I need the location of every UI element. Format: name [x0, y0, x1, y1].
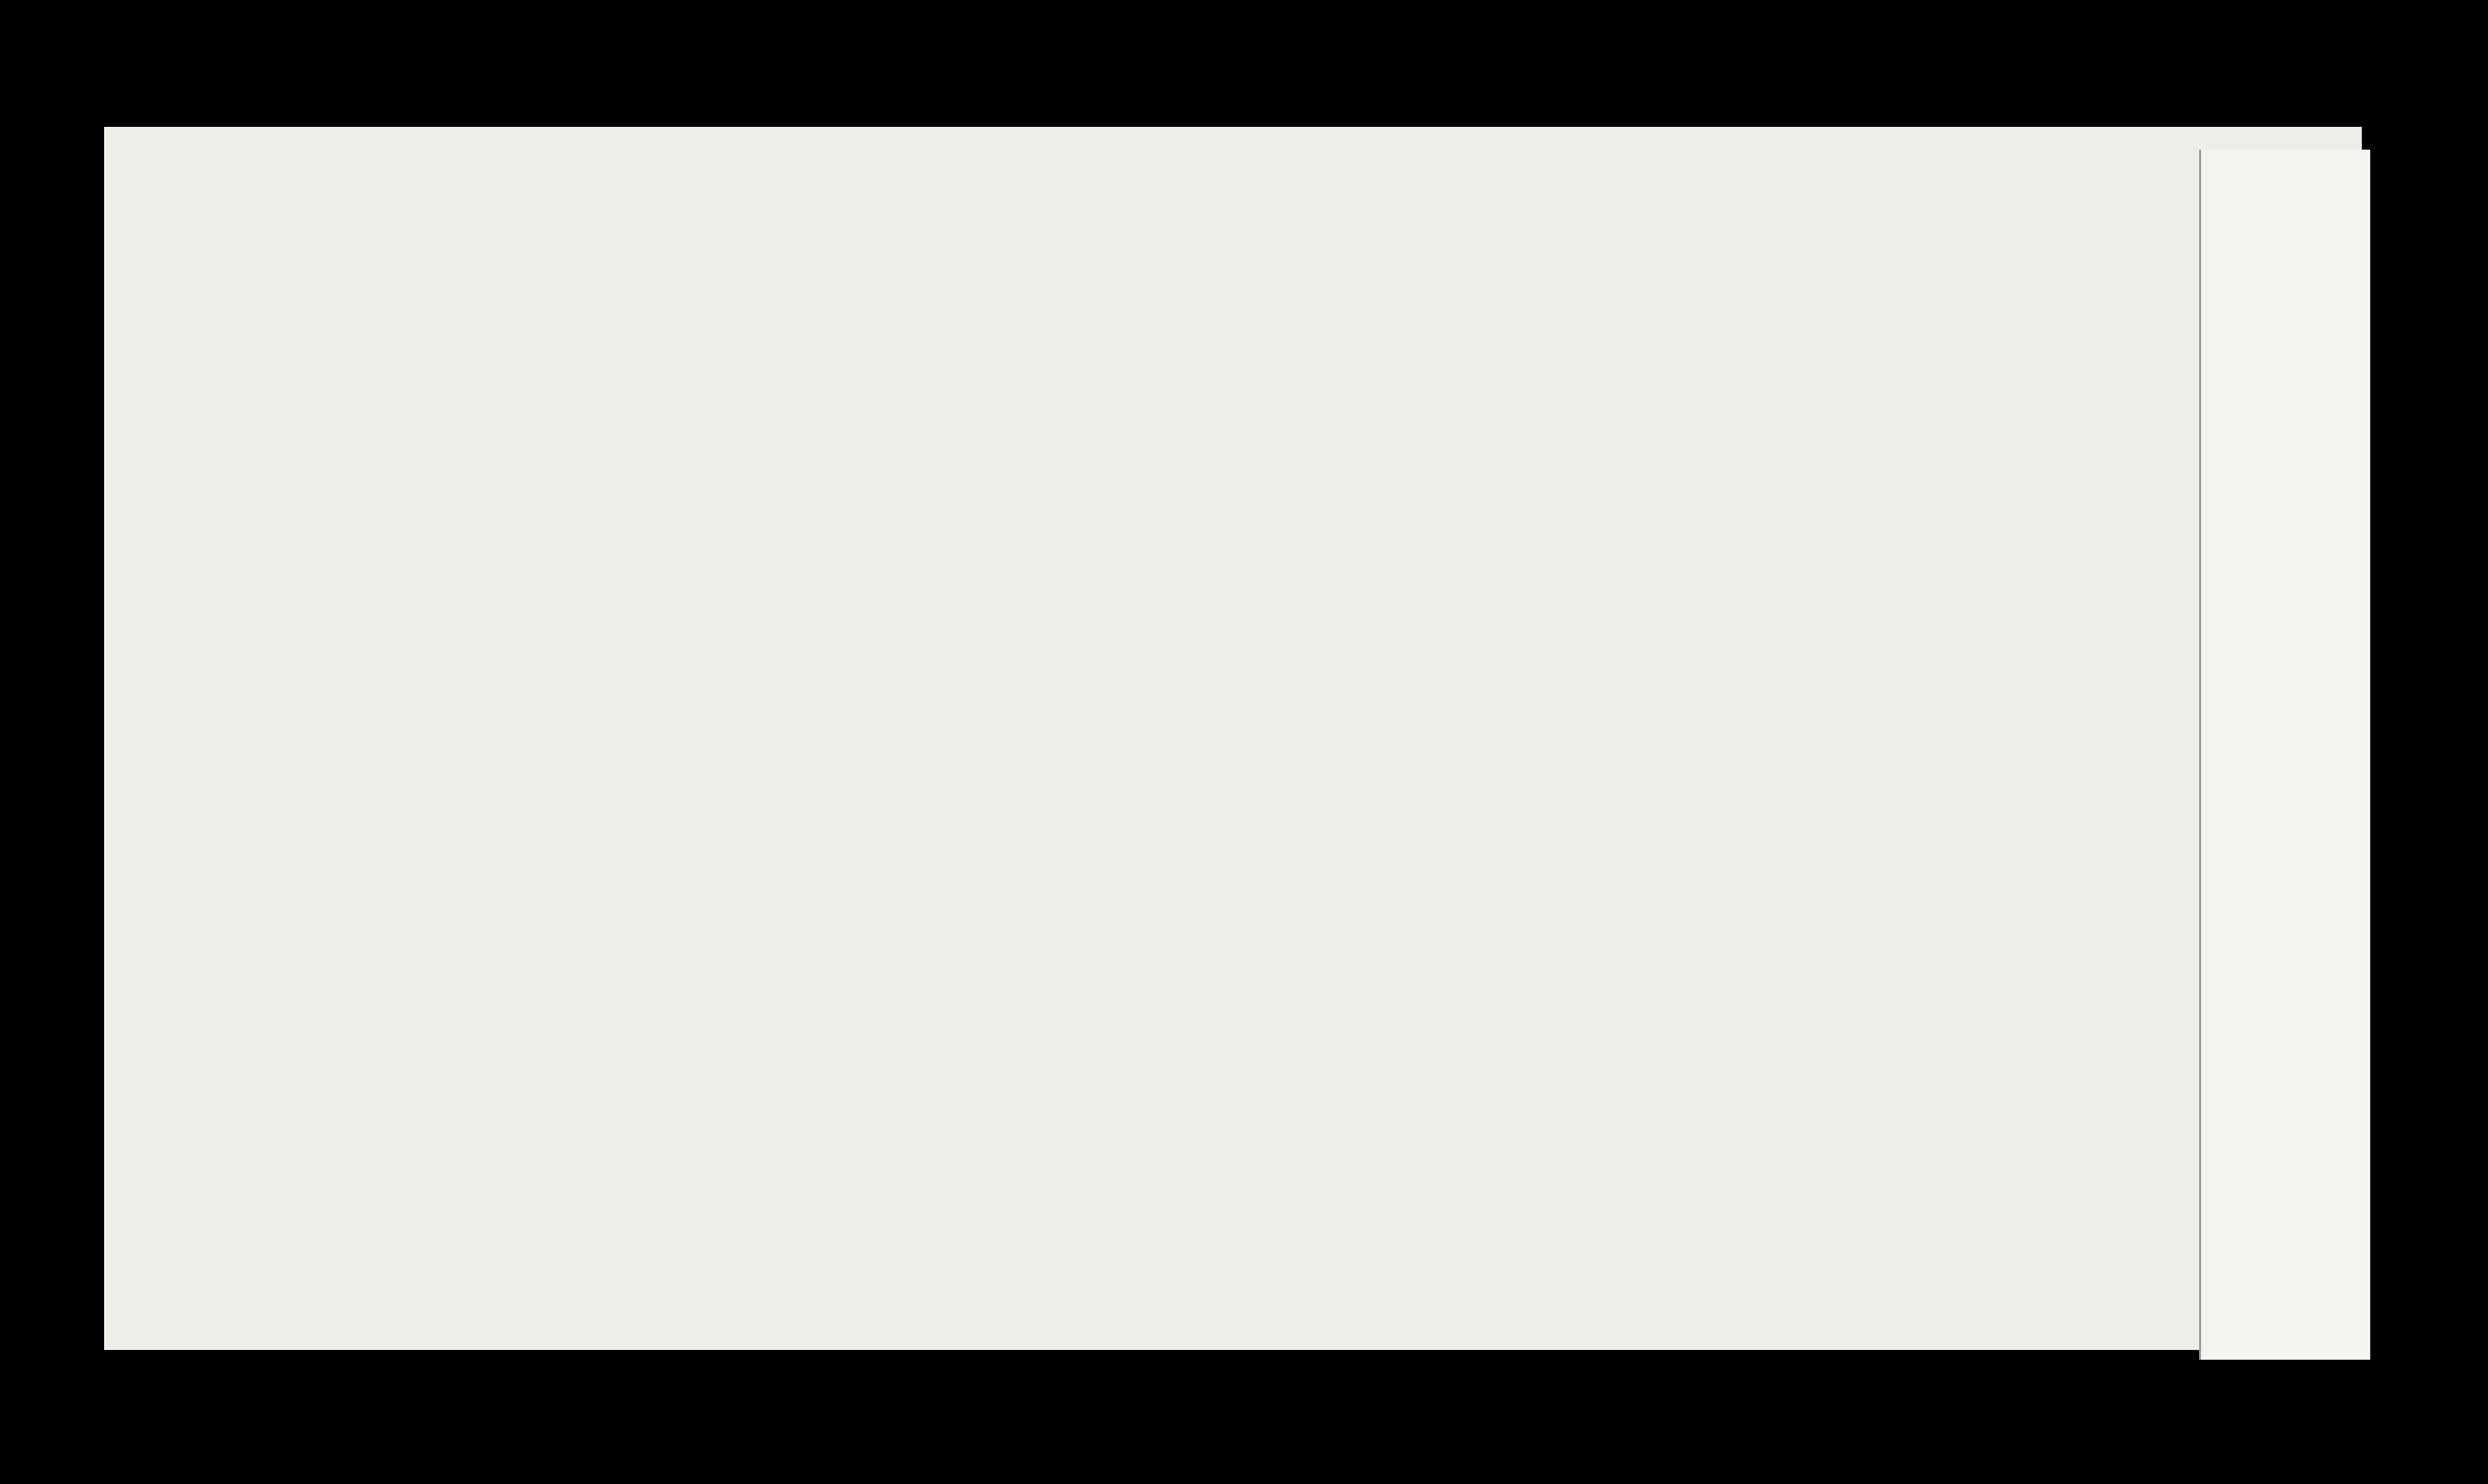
card-edge	[2199, 150, 2370, 1360]
census-card	[104, 127, 2362, 1350]
